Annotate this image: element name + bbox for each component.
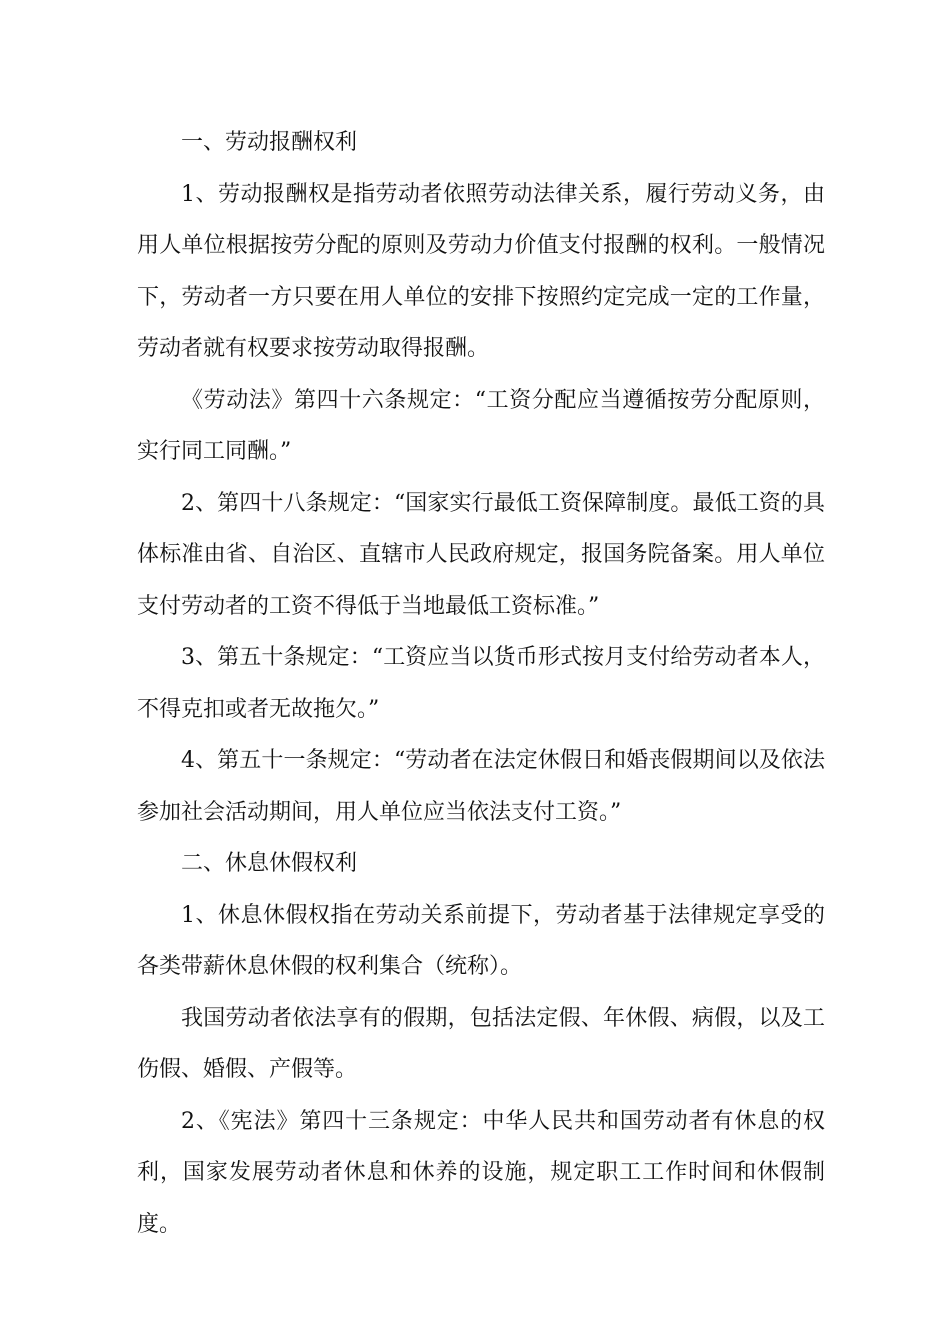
paragraph-article-46: 《劳动法》第四十六条规定：“工资分配应当遵循按劳分配原则，实行同工同酬。” bbox=[137, 387, 825, 464]
paragraph-article-50: 3、第五十条规定：“工资应当以货币形式按月支付给劳动者本人，不得克扣或者无故拖欠。” bbox=[137, 645, 825, 722]
paragraph-article-48: 2、第四十八条规定：“国家实行最低工资保障制度。最低工资的具体标准由省、自治区、直辖市人民政府规定，报国务院备案。用人单位支付劳动者的工资不得低于当地最低工资标准。” bbox=[137, 490, 825, 619]
paragraph-leave-types: 我国劳动者依法享有的假期，包括法定假、年休假、病假，以及工伤假、婚假、产假等。 bbox=[137, 1005, 825, 1082]
section-heading-labor-pay: 一、劳动报酬权利 bbox=[181, 130, 358, 155]
paragraph-rest-leave-definition: 1、休息休假权指在劳动关系前提下，劳动者基于法律规定享受的各类带薪休息休假的权利集合（统称）。 bbox=[137, 902, 825, 979]
document-body bbox=[137, 117, 825, 1250]
section-heading-rest-leave: 二、休息休假权利 bbox=[181, 851, 358, 876]
paragraph-constitution-43: 2、《宪法》第四十三条规定：中华人民共和国劳动者有休息的权利，国家发展劳动者休息和休养的设施，规定职工工作时间和休假制度。 bbox=[137, 1108, 825, 1237]
paragraph-article-51: 4、第五十一条规定：“劳动者在法定休假日和婚丧假期间以及依法参加社会活动期间，用人单位应当依法支付工资。” bbox=[137, 748, 825, 825]
paragraph-labor-pay-definition: 1、劳动报酬权是指劳动者依照劳动法律关系，履行劳动义务，由用人单位根据按劳分配的原则及劳动力价值支付报酬的权利。一般情况下，劳动者一方只要在用人单位的安排下按照约定完成一定的工作量，劳动者就有权要求按劳动取得报酬。 bbox=[137, 181, 825, 361]
